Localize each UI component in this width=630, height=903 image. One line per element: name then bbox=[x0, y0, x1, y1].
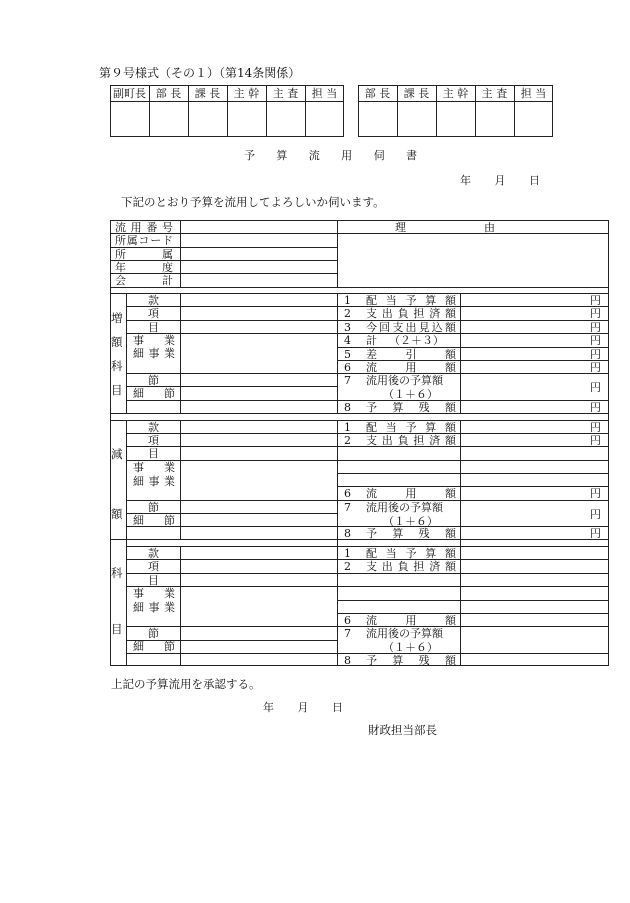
item-saisetsu bbox=[133, 641, 175, 652]
amount-number: 6 bbox=[344, 487, 351, 500]
item-col-rule bbox=[180, 420, 181, 539]
amount-number: 8 bbox=[344, 527, 351, 540]
item-saijigyou bbox=[133, 476, 175, 487]
amount-row-rule bbox=[337, 559, 609, 560]
stamp-label: 課 長 bbox=[403, 87, 430, 100]
label-char: 号 bbox=[161, 221, 173, 234]
amount-row-rule bbox=[337, 446, 609, 447]
label-char: 額 bbox=[444, 527, 456, 540]
label-char: 細 bbox=[133, 514, 144, 527]
label-char: 残 bbox=[418, 527, 430, 540]
yen-unit: 円 bbox=[590, 348, 601, 361]
label-char: 出 bbox=[381, 434, 393, 447]
label-char: 予 bbox=[366, 527, 377, 540]
amount-number: 2 bbox=[344, 307, 351, 320]
side-label-increase: 科 bbox=[111, 359, 123, 373]
amount-row-rule bbox=[337, 400, 609, 401]
amount-row-rule bbox=[337, 573, 609, 574]
label-char: 額 bbox=[444, 654, 456, 667]
amount-number: 6 bbox=[344, 614, 351, 627]
signer-title: 財政担当部長 bbox=[368, 723, 437, 737]
label-char: 細 bbox=[133, 347, 144, 360]
label-char: 属 bbox=[126, 234, 138, 247]
label-char: 算 bbox=[392, 527, 404, 540]
label-char: 算 bbox=[392, 654, 404, 667]
amount-number: 1 bbox=[344, 294, 351, 307]
document-title bbox=[244, 150, 417, 161]
label-char: 計 bbox=[366, 334, 377, 347]
amount-number: 2 bbox=[344, 560, 351, 573]
label-char: 額 bbox=[445, 547, 456, 560]
label-char: 細 bbox=[133, 387, 144, 400]
label-char: 月 bbox=[297, 701, 309, 714]
amount-label: （１＋６） bbox=[383, 515, 438, 528]
info-row-rule bbox=[110, 247, 337, 248]
label-char: 由 bbox=[484, 221, 495, 234]
stamp-label: 副町長 bbox=[113, 87, 146, 100]
intro-text: 下記のとおり予算を流用してよろしいか伺います。 bbox=[121, 195, 385, 209]
label-char: 引 bbox=[405, 348, 417, 361]
label-char: 事 bbox=[133, 334, 144, 347]
label-char: 予 bbox=[405, 294, 417, 307]
amount-label bbox=[366, 561, 456, 572]
label-char: 事 bbox=[133, 587, 144, 600]
label-char: 当 bbox=[385, 421, 397, 434]
info-col-rule bbox=[180, 220, 181, 287]
amount-label bbox=[366, 435, 456, 446]
label-char: 額 bbox=[444, 401, 456, 414]
amount-label bbox=[366, 295, 456, 306]
item-moku: 目 bbox=[148, 447, 159, 460]
amount-row-rule bbox=[337, 333, 609, 334]
yen-unit: 円 bbox=[590, 527, 601, 540]
side-label-decrease: 目 bbox=[111, 622, 123, 636]
item-kan: 款 bbox=[148, 547, 159, 560]
label-char: 済 bbox=[429, 560, 441, 573]
yen-unit: 円 bbox=[590, 508, 601, 521]
request-date bbox=[460, 175, 540, 186]
info-row-rule bbox=[110, 260, 337, 261]
label-col-rule bbox=[337, 420, 338, 666]
label-char: 残 bbox=[418, 401, 430, 414]
label-char: 業 bbox=[164, 347, 175, 360]
label-char: 日 bbox=[332, 701, 343, 714]
label-char: 算 bbox=[392, 401, 404, 414]
label-char: 事 bbox=[148, 475, 160, 488]
label-char: 算 bbox=[425, 547, 437, 560]
label-char: 出 bbox=[381, 307, 393, 320]
side-label-decrease: 減 bbox=[111, 447, 123, 461]
label-char: 支 bbox=[366, 560, 377, 573]
amount-label bbox=[366, 362, 456, 373]
amount-row-rule bbox=[337, 420, 609, 421]
stamp-label: 主 幹 bbox=[442, 87, 469, 100]
label-char: 用 bbox=[405, 487, 417, 500]
label-char: 配 bbox=[366, 421, 377, 434]
amount-number: 7 bbox=[344, 501, 351, 514]
item-rule bbox=[126, 526, 337, 527]
label-char: 会 bbox=[115, 274, 126, 287]
label-char: 年 bbox=[460, 174, 471, 187]
label-char: 済 bbox=[429, 307, 441, 320]
label-char: 年 bbox=[115, 261, 126, 274]
label-char: 用 bbox=[130, 221, 142, 234]
label-char: 度 bbox=[162, 261, 173, 274]
label-char: 流 bbox=[308, 149, 320, 162]
label-char: 節 bbox=[164, 514, 175, 527]
amount-number: 8 bbox=[344, 401, 351, 414]
side-col-rule bbox=[126, 293, 127, 413]
label-col-rule bbox=[337, 293, 338, 413]
approval-text: 上記の予算流用を承認する。 bbox=[111, 677, 261, 691]
label-char: 担 bbox=[413, 560, 425, 573]
item-jigyou bbox=[133, 588, 175, 599]
item-moku: 目 bbox=[148, 321, 159, 334]
amount-row-rule bbox=[337, 347, 609, 348]
item-saijigyou bbox=[133, 602, 175, 613]
label-char: 流 bbox=[366, 614, 377, 627]
item-kou: 項 bbox=[148, 560, 159, 573]
reason-header bbox=[395, 222, 495, 233]
amount-row-rule bbox=[337, 546, 609, 547]
label-char: 算 bbox=[425, 294, 437, 307]
amount-number: 2 bbox=[344, 434, 351, 447]
label-char: 算 bbox=[276, 149, 288, 162]
label-char: 流 bbox=[366, 361, 377, 374]
label-char: 負 bbox=[397, 434, 409, 447]
label-char: コ bbox=[138, 234, 150, 247]
side-label-decrease: 科 bbox=[111, 566, 123, 580]
amount-row-rule bbox=[337, 293, 609, 294]
label-char: 業 bbox=[164, 475, 175, 488]
label-char: 細 bbox=[133, 640, 144, 653]
stamp-label: 担 当 bbox=[520, 87, 547, 100]
label-char: 出 bbox=[381, 560, 393, 573]
label-char: 節 bbox=[164, 640, 175, 653]
label-char: 年 bbox=[263, 701, 274, 714]
label-char: 事 bbox=[148, 601, 160, 614]
label-char: 担 bbox=[413, 307, 425, 320]
label-char: 今 bbox=[366, 321, 377, 334]
reason-header-rule bbox=[337, 233, 609, 234]
label-char: 事 bbox=[133, 461, 144, 474]
stamp-label: 主 査 bbox=[481, 87, 508, 100]
label-char: 予 bbox=[366, 654, 377, 667]
amount-number: 7 bbox=[344, 374, 351, 387]
amount-label: 流用後の予算額 bbox=[366, 374, 443, 387]
label-char: 差 bbox=[366, 348, 377, 361]
yen-unit: 円 bbox=[590, 421, 601, 434]
label-char: 日 bbox=[529, 174, 540, 187]
label-char: 額 bbox=[445, 421, 456, 434]
info-col-rule bbox=[337, 220, 338, 287]
amount-label: （２＋３） bbox=[389, 334, 444, 347]
label-char: ー bbox=[150, 234, 162, 247]
label-char: 出 bbox=[405, 321, 417, 334]
label-char: 額 bbox=[445, 361, 456, 374]
approval-date bbox=[263, 702, 343, 713]
label-char: 算 bbox=[425, 421, 437, 434]
value-col-rule bbox=[460, 293, 461, 413]
item-saisetsu bbox=[133, 515, 175, 526]
item-rule bbox=[126, 460, 337, 461]
stamp-label: 主 幹 bbox=[233, 87, 260, 100]
amount-label bbox=[366, 655, 456, 666]
label-char: 済 bbox=[429, 434, 441, 447]
item-col-rule bbox=[180, 293, 181, 413]
amount-label: （１＋６） bbox=[383, 388, 438, 401]
label-char: 担 bbox=[413, 434, 425, 447]
label-char: 予 bbox=[405, 421, 417, 434]
label-char: 業 bbox=[164, 601, 175, 614]
label-char: 流 bbox=[366, 487, 377, 500]
section-rule bbox=[110, 413, 609, 414]
fiscal-year-label bbox=[115, 262, 173, 273]
amount-label bbox=[366, 308, 456, 319]
amount-row-rule bbox=[337, 433, 609, 434]
item-col-rule bbox=[180, 546, 181, 666]
label-char: 細 bbox=[133, 601, 144, 614]
stamp-label: 担 当 bbox=[311, 87, 338, 100]
yen-unit: 円 bbox=[590, 381, 601, 394]
label-char: 業 bbox=[164, 461, 175, 474]
yen-unit: 円 bbox=[590, 361, 601, 374]
item-setsu: 節 bbox=[148, 501, 159, 514]
label-char: 当 bbox=[385, 294, 397, 307]
amount-label: 流用後の予算額 bbox=[366, 627, 443, 640]
info-row-rule bbox=[110, 273, 337, 274]
amount-number: 1 bbox=[344, 547, 351, 560]
label-char: ド bbox=[162, 234, 173, 247]
label-char: 業 bbox=[164, 587, 175, 600]
dept-code-label bbox=[115, 235, 173, 246]
amount-row-rule bbox=[337, 586, 609, 587]
item-moku: 目 bbox=[148, 574, 159, 587]
yen-unit: 円 bbox=[590, 401, 601, 414]
label-char: 用 bbox=[405, 361, 417, 374]
label-char: 額 bbox=[445, 487, 456, 500]
item-kou: 項 bbox=[148, 434, 159, 447]
amount-row-rule bbox=[337, 360, 609, 361]
item-kou: 項 bbox=[148, 307, 159, 320]
amount-number: 4 bbox=[344, 334, 351, 347]
label-char: 見 bbox=[418, 321, 430, 334]
yen-unit: 円 bbox=[590, 487, 601, 500]
side-label-increase: 目 bbox=[111, 383, 123, 397]
section-rule bbox=[110, 539, 609, 540]
label-char: 細 bbox=[133, 475, 144, 488]
label-char: 支 bbox=[392, 321, 404, 334]
amount-label bbox=[366, 615, 456, 626]
label-char: 所 bbox=[115, 234, 126, 247]
amount-number: 8 bbox=[344, 654, 351, 667]
yen-unit: 円 bbox=[590, 321, 601, 334]
item-rule bbox=[126, 400, 337, 401]
label-char: 配 bbox=[366, 294, 377, 307]
label-char: 支 bbox=[366, 434, 377, 447]
item-jigyou bbox=[133, 335, 175, 346]
label-char: 額 bbox=[445, 348, 456, 361]
item-setsu: 節 bbox=[148, 374, 159, 387]
label-char: 額 bbox=[444, 560, 456, 573]
amount-row-rule bbox=[337, 320, 609, 321]
section-rule bbox=[110, 287, 609, 288]
amount-label bbox=[366, 422, 456, 433]
item-saisetsu bbox=[133, 388, 175, 399]
label-char: 用 bbox=[341, 149, 353, 162]
label-char: 流 bbox=[115, 221, 126, 234]
amount-row-rule bbox=[337, 653, 609, 654]
yen-unit: 円 bbox=[590, 294, 601, 307]
item-setsu: 節 bbox=[148, 627, 159, 640]
label-char: 額 bbox=[444, 307, 456, 320]
amount-label bbox=[366, 548, 456, 559]
account-label bbox=[115, 275, 173, 286]
amount-row-rule bbox=[337, 613, 609, 614]
yen-unit: 円 bbox=[590, 334, 601, 347]
label-char: 込 bbox=[431, 321, 443, 334]
item-kan: 款 bbox=[148, 421, 159, 434]
label-char: 負 bbox=[397, 307, 409, 320]
amount-label: 流用後の予算額 bbox=[366, 501, 443, 514]
side-label-increase: 額 bbox=[111, 335, 123, 349]
stamp-header-rule bbox=[358, 101, 553, 102]
label-char: 予 bbox=[405, 547, 417, 560]
side-col-rule bbox=[126, 420, 127, 666]
yen-unit: 円 bbox=[590, 307, 601, 320]
label-char: 額 bbox=[444, 434, 456, 447]
amount-label bbox=[366, 402, 456, 413]
item-kan: 款 bbox=[148, 294, 159, 307]
transfer-number-label bbox=[115, 222, 173, 233]
label-char: 書 bbox=[405, 149, 417, 162]
amount-label bbox=[366, 349, 456, 360]
label-char: 理 bbox=[395, 221, 406, 234]
label-char: 計 bbox=[162, 274, 173, 287]
amount-row-rule bbox=[337, 486, 609, 487]
label-char: 用 bbox=[405, 614, 417, 627]
item-jigyou bbox=[133, 462, 175, 473]
label-char: 所 bbox=[115, 248, 126, 261]
form-number: 第９号様式（その１）（第14条関係） bbox=[99, 66, 301, 80]
amount-label bbox=[366, 488, 456, 499]
stamp-label: 部 長 bbox=[364, 87, 391, 100]
side-label-increase: 増 bbox=[111, 311, 123, 325]
amount-number: 3 bbox=[344, 321, 351, 334]
amount-label: （１＋６） bbox=[383, 641, 438, 654]
amount-number: 7 bbox=[344, 627, 351, 640]
side-label-decrease: 額 bbox=[111, 507, 123, 521]
label-char: 予 bbox=[244, 149, 255, 162]
label-char: 事 bbox=[148, 347, 160, 360]
amount-row-rule bbox=[337, 473, 609, 474]
amount-number: 1 bbox=[344, 421, 351, 434]
amount-label bbox=[366, 528, 456, 539]
label-char: 支 bbox=[366, 307, 377, 320]
item-rule bbox=[126, 653, 337, 654]
label-char: 月 bbox=[494, 174, 506, 187]
label-char: 残 bbox=[418, 654, 430, 667]
amount-number: 5 bbox=[344, 348, 351, 361]
label-char: 属 bbox=[162, 248, 173, 261]
label-char: 伺 bbox=[373, 149, 385, 162]
label-char: 額 bbox=[445, 294, 456, 307]
stamp-label: 課 長 bbox=[194, 87, 221, 100]
label-char: 額 bbox=[445, 614, 456, 627]
label-char: 配 bbox=[366, 547, 377, 560]
stamp-label: 主 査 bbox=[272, 87, 299, 100]
department-label bbox=[115, 249, 173, 260]
label-char: 額 bbox=[444, 321, 456, 334]
label-char: 番 bbox=[146, 221, 158, 234]
amount-row-rule bbox=[337, 306, 609, 307]
item-saijigyou bbox=[133, 348, 175, 359]
yen-unit: 円 bbox=[590, 434, 601, 447]
value-col-rule bbox=[460, 420, 461, 666]
label-char: 回 bbox=[379, 321, 391, 334]
label-char: 節 bbox=[164, 387, 175, 400]
label-char: 負 bbox=[397, 560, 409, 573]
label-char: 予 bbox=[366, 401, 377, 414]
amount-row-rule bbox=[337, 600, 609, 601]
amount-number: 6 bbox=[344, 361, 351, 374]
amount-row-rule bbox=[337, 460, 609, 461]
label-char: 業 bbox=[164, 334, 175, 347]
label-char: 当 bbox=[385, 547, 397, 560]
amount-row-rule bbox=[337, 526, 609, 527]
amount-label bbox=[366, 322, 456, 333]
stamp-label: 部 長 bbox=[155, 87, 182, 100]
